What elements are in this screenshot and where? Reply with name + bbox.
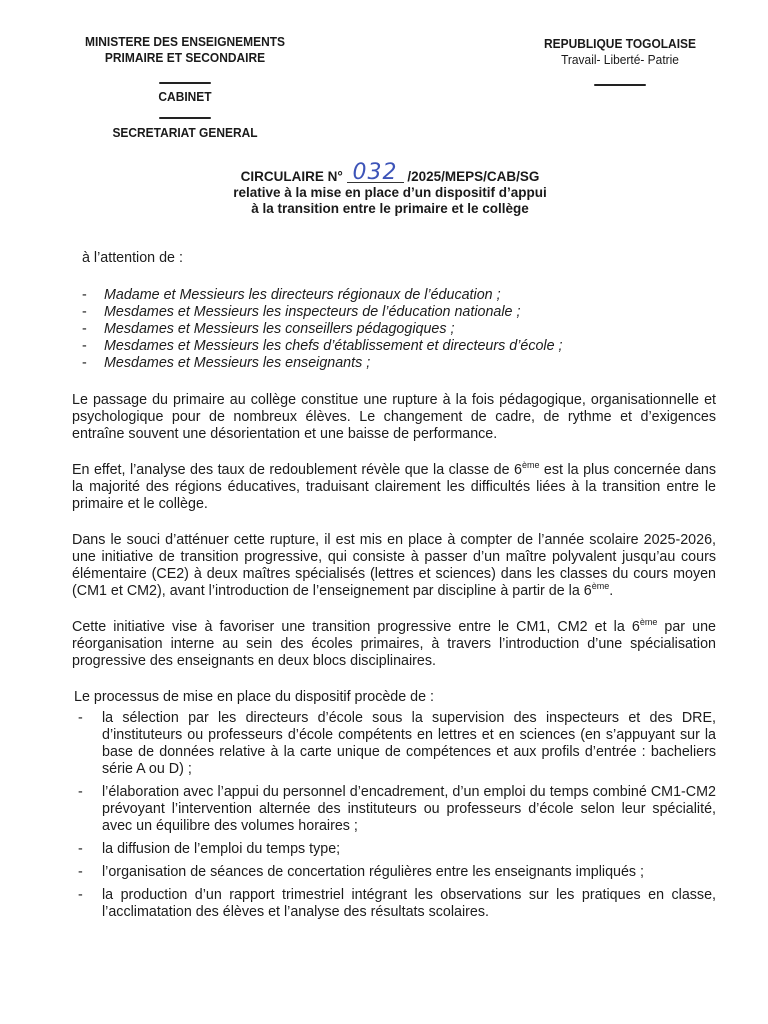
text: Dans le souci d’atténuer cette rupture, il est mis en place à compter de l’année scolaire 2025-2026, une initiative de transition progressive, qui consiste à passer d’un maître polyvalent jusqu’au cours élémentaire (CE2) à deux maîtres spécialisés (lettres et sciences) dans les classes du cours moyen (CM1 et CM2), avant l’introduction de l’enseignement par discipline à partir de la 6	[72, 532, 716, 599]
paragraph-objective	[72, 619, 716, 670]
divider	[159, 117, 211, 119]
cabinet-label: CABINET	[158, 89, 212, 104]
paragraph-initiative	[72, 532, 716, 600]
title-suffix: /2025/MEPS/CAB/SG	[407, 169, 540, 184]
paragraph-context: Le passage du primaire au collège constitue une rupture à la fois pédagogique, organisationnelle et psychologique pour de nombreux élèves. Le changement de cadre, de rythme et d’exigences entraîne souvent une désorientation et une baisse de performance.	[72, 392, 716, 442]
list-item: - Mesdames et Messieurs les enseignants ;	[72, 355, 716, 372]
list-item: - Mesdames et Messieurs les inspecteurs de l’éducation nationale ;	[72, 304, 716, 321]
superscript: ème	[521, 460, 540, 471]
country-block	[528, 36, 712, 86]
ministry-line-1: MINISTERE DES ENSEIGNEMENTS	[84, 34, 286, 49]
list-item: - la sélection par les directeurs d’école sous la supervision des inspecteurs et des DRE, d’instituteurs ou professeurs d’école compétents en lettres et en sciences (en s’appuyant sur la base de données relative à la carte unique de compétences et aux profils d’entrée : bacheliers série A ou D) ;	[72, 710, 716, 778]
list-item: - la production d’un rapport trimestriel intégrant les observations sur les pratiques en classe, l’acclimatation des élèves et l’analyse des résultats scolaires.	[72, 887, 716, 921]
list-item: - Mesdames et Messieurs les conseillers pédagogiques ;	[72, 321, 716, 338]
list-item: - l’élaboration avec l’appui du personnel d’encadrement, d’un emploi du temps combiné CM1-CM2 prévoyant l’intervention alternée des instituteurs ou professeurs d’école selon leur spécialité, avec un équilibre des volumes horaires ;	[72, 784, 716, 835]
list-item: - l’organisation de séances de concertation régulières entre les enseignants impliqués ;	[72, 864, 716, 881]
handwritten-circular-number: 032	[347, 164, 404, 183]
title-line-2: relative à la mise en place d’un dispositif d’appui	[233, 185, 547, 200]
text: En effet, l’analyse des taux de redoublement révèle que la classe de 6	[72, 462, 522, 478]
list-item: - Mesdames et Messieurs les chefs d’établissement et directeurs d’école ;	[72, 338, 716, 355]
text: par une réorganisation interne au sein des écoles primaires, à travers l’introduction d’une spécialisation progressive des enseignants en deux blocs disciplinaires.	[72, 619, 716, 669]
divider	[159, 82, 211, 84]
title-prefix: CIRCULAIRE N°	[240, 169, 343, 184]
paragraph-repetition	[72, 462, 716, 513]
title-line-3: à la transition entre le primaire et le collège	[251, 201, 529, 216]
ministry-block	[79, 34, 291, 141]
list-item: - Madame et Messieurs les directeurs régionaux de l’éducation ;	[72, 287, 716, 304]
attention-line: à l’attention de :	[82, 250, 183, 266]
process-intro: Le processus de mise en place du dispositif procède de :	[74, 689, 435, 705]
country-motto: Travail- Liberté- Patrie	[561, 52, 679, 67]
text: est la plus concernée dans la majorité des régions éducatives, traduisant clairement les difficultés liées à la transition entre le primaire et le collège.	[72, 462, 716, 512]
process-steps-list	[72, 710, 716, 921]
document-body	[72, 250, 716, 927]
secretariat-label: SECRETARIAT GENERAL	[112, 125, 258, 140]
recipient-list	[72, 287, 716, 372]
country-name: REPUBLIQUE TOGOLAISE	[544, 36, 696, 51]
text: .	[609, 583, 614, 599]
list-item: - la diffusion de l’emploi du temps type;	[72, 841, 716, 858]
divider	[594, 84, 646, 86]
superscript: ème	[591, 581, 610, 592]
superscript: ème	[639, 617, 658, 628]
circular-title	[120, 160, 660, 217]
text: Cette initiative vise à favoriser une transition progressive entre le CM1, CM2 et la 6	[72, 619, 640, 635]
ministry-line-2: PRIMAIRE ET SECONDAIRE	[104, 50, 266, 65]
